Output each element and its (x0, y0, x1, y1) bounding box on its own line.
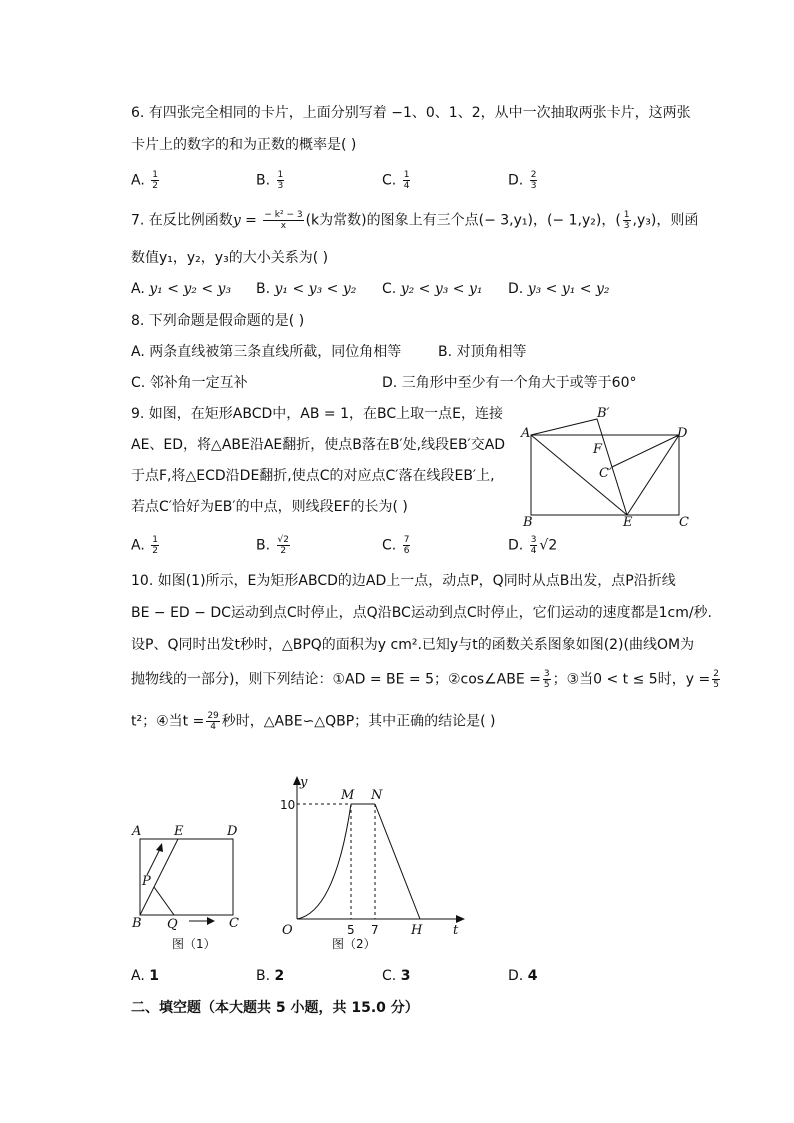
label-7: 7 (371, 923, 379, 937)
label-b: B (132, 916, 142, 931)
rectangle-abcd (140, 839, 233, 915)
fraction: $\frac{1}{2}$ (152, 170, 158, 191)
label-o: O (282, 923, 293, 938)
fraction: $\frac{\text{− k² − 3}}{x}$ (264, 210, 303, 231)
q10-option-c[interactable]: C. 3 (382, 968, 411, 984)
fraction: $\frac{2}{3}$ (530, 170, 537, 191)
q9-figure (515, 405, 700, 530)
caption-2: 图（2） (332, 937, 376, 951)
q10-option-a[interactable]: A. 1 (131, 968, 159, 984)
q6-line2: 卡片上的数字的和为正数的概率是( ) (131, 137, 357, 153)
fraction: $\frac{2}{5}$ (713, 669, 719, 690)
label-e: E (174, 824, 184, 839)
fraction: $\frac{1}{3}$ (623, 210, 630, 231)
label-f: F (593, 442, 603, 457)
fraction: $\frac{√2}{2}$ (277, 535, 289, 556)
q7-option-b[interactable]: B. y₁ < y₃ < y₂ (256, 281, 357, 297)
q10-line1: 10. 如图(1)所示，E为矩形ABCD的边AD上一点，动点P，Q同时从点B出发，点P沿折线 (131, 573, 676, 589)
q8-option-c[interactable]: C. 邻补角一定互补 (131, 375, 248, 391)
q10-figure-1 (125, 815, 250, 955)
label-cp: C′ (599, 466, 612, 481)
segment-nh (375, 804, 420, 919)
label-b: B (523, 515, 533, 530)
q9-line2: AE、ED，将△ABE沿AE翻折，使点B落在B′处,线段EB′交AD (131, 437, 506, 453)
label-10: 10 (280, 798, 296, 812)
label-d: D (227, 824, 238, 839)
q7-line2: 数值y₁，y₂，y₃的大小关系为( ) (131, 250, 329, 266)
label-d: D (677, 426, 688, 441)
q10-line4: 抛物线的一部分)，则下列结论：①AD = BE = 5；②cos∠ABE = $\frac{3}{5}$ ；③当0 < t ≤ 5时，y = $\frac{2}{5}$ (131, 669, 719, 690)
fraction: $\frac{7}{6}$ (403, 535, 410, 556)
arrowhead-q (207, 917, 215, 925)
label-p: P (142, 874, 151, 889)
q10-option-d[interactable]: D. 4 (508, 968, 538, 984)
fraction: $\frac{1}{4}$ (403, 170, 410, 191)
q6-option-b[interactable]: B. $\frac{1}{3}$ (256, 170, 284, 191)
fraction: $\frac{1}{3}$ (277, 170, 284, 191)
q10-line2: BE − ED − DC运动到点C时停止，点Q沿BC运动到点C时停止，它们运动的速度都是1cm/秒. (131, 605, 713, 621)
label-c: C (229, 916, 239, 931)
label-h: H (411, 923, 423, 938)
q9-option-c[interactable]: C. $\frac{7}{6}$ (382, 535, 410, 556)
arrowhead-p (156, 843, 163, 852)
label-e: E (623, 515, 633, 530)
label-a: A (521, 426, 531, 441)
label-n: N (371, 788, 383, 803)
arrow-p (147, 847, 161, 875)
caption-1: 图（1） (172, 937, 216, 951)
section-heading-fill-blank: 二、填空题（本大题共 5 小题，共 15.0 分） (131, 1000, 419, 1016)
q10-line3: 设P、Q同时出发t秒时，△BPQ的面积为y cm².已知y与t的函数关系图象如图(2)(曲线OM为 (131, 637, 695, 653)
q7-option-c[interactable]: C. y₂ < y₃ < y₁ (382, 281, 483, 297)
label-c: C (679, 515, 689, 530)
fraction: $\frac{1}{2}$ (152, 535, 158, 556)
q8-line1: 8. 下列命题是假命题的是( ) (131, 313, 305, 329)
q10-option-b[interactable]: B. 2 (256, 968, 285, 984)
q6-line1: 6. 有四张完全相同的卡片，上面分别写着 −1、0、1、2，从中一次抽取两张卡片，这两张 (131, 105, 691, 121)
fraction: $\frac{3}{5}$ (543, 669, 550, 690)
q7-option-d[interactable]: D. y₃ < y₁ < y₂ (508, 281, 610, 297)
segment-ae (531, 435, 627, 515)
q9-option-a[interactable]: A. $\frac{1}{2}$ (131, 535, 158, 556)
segment-pq (154, 887, 174, 915)
q6-option-a[interactable]: A. $\frac{1}{2}$ (131, 170, 158, 191)
label-q: Q (167, 917, 178, 932)
q7-option-a[interactable]: A. y₁ < y₂ < y₃ (131, 281, 232, 297)
q6-option-c[interactable]: C. $\frac{1}{4}$ (382, 170, 410, 191)
fraction: $\frac{3}{4}$ (530, 535, 537, 556)
q9-line4: 若点C′恰好为EB′的中点，则线段EF的长为( ) (131, 499, 408, 515)
q9-option-d[interactable]: D. $\frac{3}{4}$ √2 (508, 535, 558, 556)
label-t: t (453, 923, 459, 938)
t-arrow (456, 915, 465, 923)
label-m: M (341, 788, 355, 803)
label-5: 5 (347, 923, 355, 937)
q8-option-a[interactable]: A. 两条直线被第三条直线所截，同位角相等 (131, 344, 402, 360)
fraction: $\frac{29}{4}$ (207, 711, 219, 732)
label-y: y (300, 775, 308, 790)
label-bp: B′ (597, 406, 610, 421)
q6-option-d[interactable]: D. $\frac{2}{3}$ (508, 170, 537, 191)
q9-line3: 于点F,将△ECD沿DE翻折,使点C的对应点C′落在线段EB′上, (131, 468, 495, 484)
label-a: A (132, 824, 142, 839)
q7-line1: 7. 在反比例函数y = $\frac{\text{− k² − 3}}{x}$ (k为常数)的图象上有三个点(− 3,y₁)，(− 1,y₂)，( $\frac{1}{3}$ ,y₃)，则函 (131, 210, 699, 231)
q10-line5: t²；④当t = $\frac{29}{4}$ 秒时，△ABE∽△QBP；其中正确的结论是( ) (131, 711, 496, 732)
curve-om (297, 804, 351, 919)
q8-option-b[interactable]: B. 对顶角相等 (438, 344, 527, 360)
q9-line1: 9. 如图，在矩形ABCD中，AB = 1，在BC上取一点E，连接 (131, 406, 503, 422)
q8-option-d[interactable]: D. 三角形中至少有一个角大于或等于60° (382, 375, 637, 391)
q9-option-b[interactable]: B. $\frac{√2}{2}$ (256, 535, 289, 556)
q10-figure-2 (270, 772, 475, 955)
